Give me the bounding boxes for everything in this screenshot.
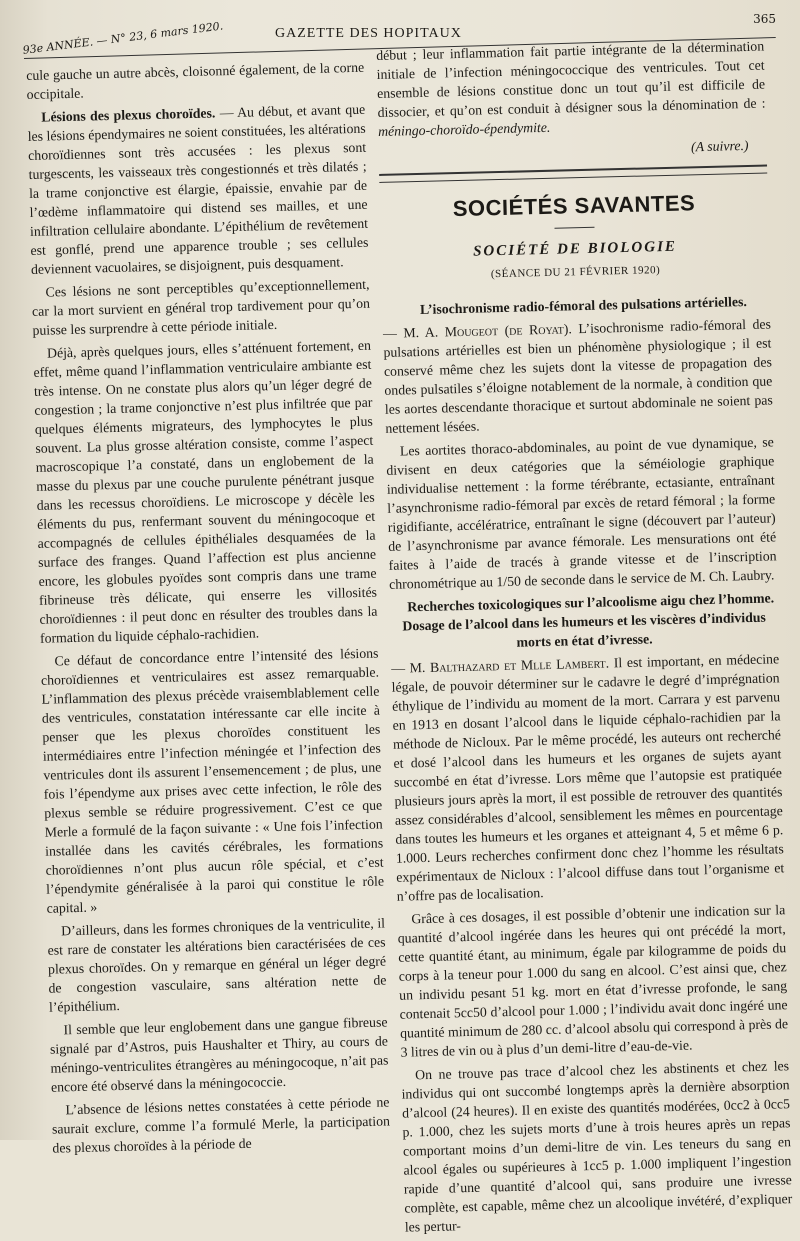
section-heading: Lésions des plexus choroïdes.	[41, 105, 216, 125]
section-title: SOCIÉTÉS SAVANTES	[452, 190, 696, 222]
paragraph-text: L’isochronisme radio-fémoral des pulsations artérielles est bien un phénomène physiologique ; il est conservé même chez les sujets dont la vitesse de propagation des ondes pulsatiles s’éloigne notablement de la normale, à condition que les aortes descendante thoracique et surtout abdominale ne soient pas nettement lésées.	[383, 316, 773, 436]
paragraph-text: Il est important, en médecine légale, de pouvoir déterminer sur le cadavre le degré d’imprégnation éthylique de l’individu au moment de la mort. Carrara y est parvenu en 1913 en dosant l’alcool dans le liquide céphalo-rachidien par la méthode de Nicloux. Par le même procédé, les auteurs ont recherché et dosé l’alcool dans les humeurs et les organes de sujets ayant succombé en état d’ivresse. Lors même que l’autopsie est pratiquée plusieurs jours après la mort, il est possible de retrouver des quantités assez considérables d’alcool, sensiblement les mêmes en pourcentage dans toutes les humeurs et les organes et atteignant 4, 5 et même 6 p. 1.000. Leurs recherches confirment donc chez l’homme les résultats expérimentaux de Nicloux : l’alcool diffuse dans tout l’organisme et n’offre pas de localisation.	[391, 651, 785, 904]
paragraph: Ce défaut de concordance entre l’intensité des lésions choroïdiennes et ventriculaires est assez remarquable. L’inflammation des plexus précède vraisemblablement celle des ventricules, constatation intéressante car elle incite à penser que les plexus choroïdes constituent les intermédiaires entre l’infection méningée et l’infection des ventricules dont ils assurent l’ensemencement ; de plus, une fois l’épendyme aux prises avec cette infection, le rôle des plexus semble se réduire progressivement. C’est ce que Merle a formulé de la façon suivante : « Une fois l’infection installée dans les cavités cérébrales, les formations choroïdiennes n’ont plus aucun rôle spécial, et c’est l’épendymite généralisée à la paroi qui constitue le rôle capital. »	[40, 645, 385, 916]
article-title: L’isochronisme radio-fémoral des pulsations artérielles.	[419, 294, 747, 318]
page-number: 365	[753, 12, 776, 26]
society-title: SOCIÉTÉ DE BIOLOGIE	[472, 238, 678, 260]
term: méningo-choroïdo-épendymite.	[377, 119, 551, 139]
left-column	[26, 58, 391, 1162]
paragraph	[391, 649, 785, 905]
paragraph-text: — Au début, et avant que les lésions épendymaires ne soient constituées, les altérations choroïdiennes sont très accusées : les plexus sont turgescents, les vaisseaux très congestionnés et très dilatés ; la trame conjonctive est élargie, épaissie, envahie par de l’œdème inflammatoire qui distend ses mailles, et une infiltration cellulaire abondante. L’épithélium de revêtement est gonflé, prend une apparence trouble ; ses cellules deviennent vacuolaires, se disjoignent, puis desquament.	[27, 101, 369, 277]
paragraph: cule gauche un autre abcès, cloisonné également, de la corne occipitale.	[26, 59, 365, 102]
session-date: (SÉANCE DU 21 FÉVRIER 1920)	[490, 264, 661, 281]
journal-title: GAZETTE DES HOPITAUX	[275, 26, 462, 41]
divider	[554, 227, 594, 229]
paragraph: Ces lésions ne sont perceptibles qu’exceptionnellement, car la mort survient en général trop tardivement pour qu’on puisse les surprendre à cette période initiale.	[31, 276, 371, 338]
paragraph: D’ailleurs, dans les formes chroniques de la ventriculite, il est rare de constater les altérations bien caractérisées de ces plexus choroïdes. On y remarque en général un léger degré de congestion vasculaire, sans altération nette de l’épithélium.	[47, 915, 387, 1015]
paragraph: L’absence de lésions nettes constatées à cette période ne saurait exclure, comme l’a formulé Merle, la participation des plexus choroïdes à la période de	[51, 1094, 391, 1156]
paragraph: Il semble que leur englobement dans une gangue fibreuse signalé par d’Astros, puis Haushalter et Thiry, au cours de méningo-ventriculites étrangères au méningocoque, n’ait pas encore été observé dans la méningococcie.	[49, 1014, 389, 1095]
article-title: Recherches toxicologiques sur l’alcoolisme aigu chez l’homme. Dosage de l’alcool dans les humeurs et les viscères d’individus morts en état d’ivresse.	[402, 590, 775, 650]
paragraph: Grâce à ces dosages, il est possible d’obtenir une indication sur la quantité d’alcool ingérée dans les heures qui ont précédé la mort, cette quantité étant, au minimum, égale par kilogramme de poids du corps à la teneur pour 1.000 du sang en alcool. C’est ainsi que, chez un individu pesant 51 kg. mort en état d’ivresse profonde, le sang contenait 5cc50 d’alcool pour 1.000 ; l’individu avait donc ingéré une quantité minimum de 280 cc. d’alcool absolu qui correspond à près de 3 litres de vin ou à plus d’un demi-litre d’eau-de-vie.	[397, 902, 789, 1060]
right-column	[376, 37, 793, 1241]
paragraph	[383, 314, 774, 437]
author: — M. A. Mougeot (de Royat).	[382, 321, 573, 341]
issue-line: 93e ANNÉE. — N° 23, 6 mars 1920.	[22, 19, 224, 57]
paragraph: On ne trouve pas trace d’alcool chez les abstinents et chez les individus qui ont succombé longtemps après la dernière absorption d’alcool (24 heures). Il en existe des quantités modérées, 0cc2 à 0cc5 p. 1.000, chez les sujets morts d’une à trois heures après un repas comportant moins d’un demi-litre de vin. Les teneurs du sang en alcool égales ou supérieures à 1cc5 p. 1.000 impliquent l’ingestion rapide d’une quantité d’alcool qui, sans produire une ivresse complète, est capable, même chez un alcoolique invétéré, d’expliquer les pertur-	[401, 1058, 793, 1235]
paragraph-text: début ; leur inflammation fait partie intégrante de la détermination initiale de l’infection méningococcique des ventricules. Tout cet ensemble de lésions constitue donc un tout qu’il est difficile de dissocier, et qu’on est conduit à désigner sous la dénomination de :	[376, 38, 766, 120]
section-rule	[379, 164, 767, 182]
author: — M. Balthazard et Mlle Lambert.	[391, 655, 610, 676]
paragraph: Déjà, après quelques jours, elles s’atténuent fortement, en effet, même quand l’inflammation ventriculaire ambiante est très intense. On ne constate plus alors qu’un léger degré de congestion ; la trame conjonctive n’est plus infiltrée que par quelques éléments migrateurs, des lymphocytes le plus souvent. La plus grosse altération consiste, comme l’aspect macroscopique l’a constaté, dans un englobement de la masse du plexus par une couche purulente pénétrant jusque dans les recessus choroïdiens. Le microscope y décèle les éléments du pus, renfermant souvent du méningocoque et accompagnés de cellules épithéliales desquamées de la surface des franges. Quand l’affection est plus ancienne encore, les globules pyoïdes sont compris dans une trame fibrineuse très délicate, qui enserre les villosités choroïdiennes : il peut donc en résulter des troubles dans la formation du liquide céphalo-rachidien.	[33, 337, 378, 646]
paragraph: Les aortites thoraco-abdominales, au point de vue dynamique, se divisent en deux catégories que la séméiologie graphique individualise nettement : la forme térébrante, ectasiante, entraînant l’asynchronisme radio-fémoral par excès de retard fémoral ; la forme rigidifiante, accélératrice, entraînant le signe (découvert par l’auteur) de l’asynchronisme par avance fémorale. Les mensurations ont été faites à l’aide de tracés à grande vitesse et de l’inscription chronométrique au 1/50 de seconde dans le service de M. Ch. Laubry.	[386, 434, 777, 592]
continued-note: (A suivre.)	[690, 137, 749, 155]
paragraph	[27, 100, 369, 279]
paragraph	[376, 37, 766, 141]
